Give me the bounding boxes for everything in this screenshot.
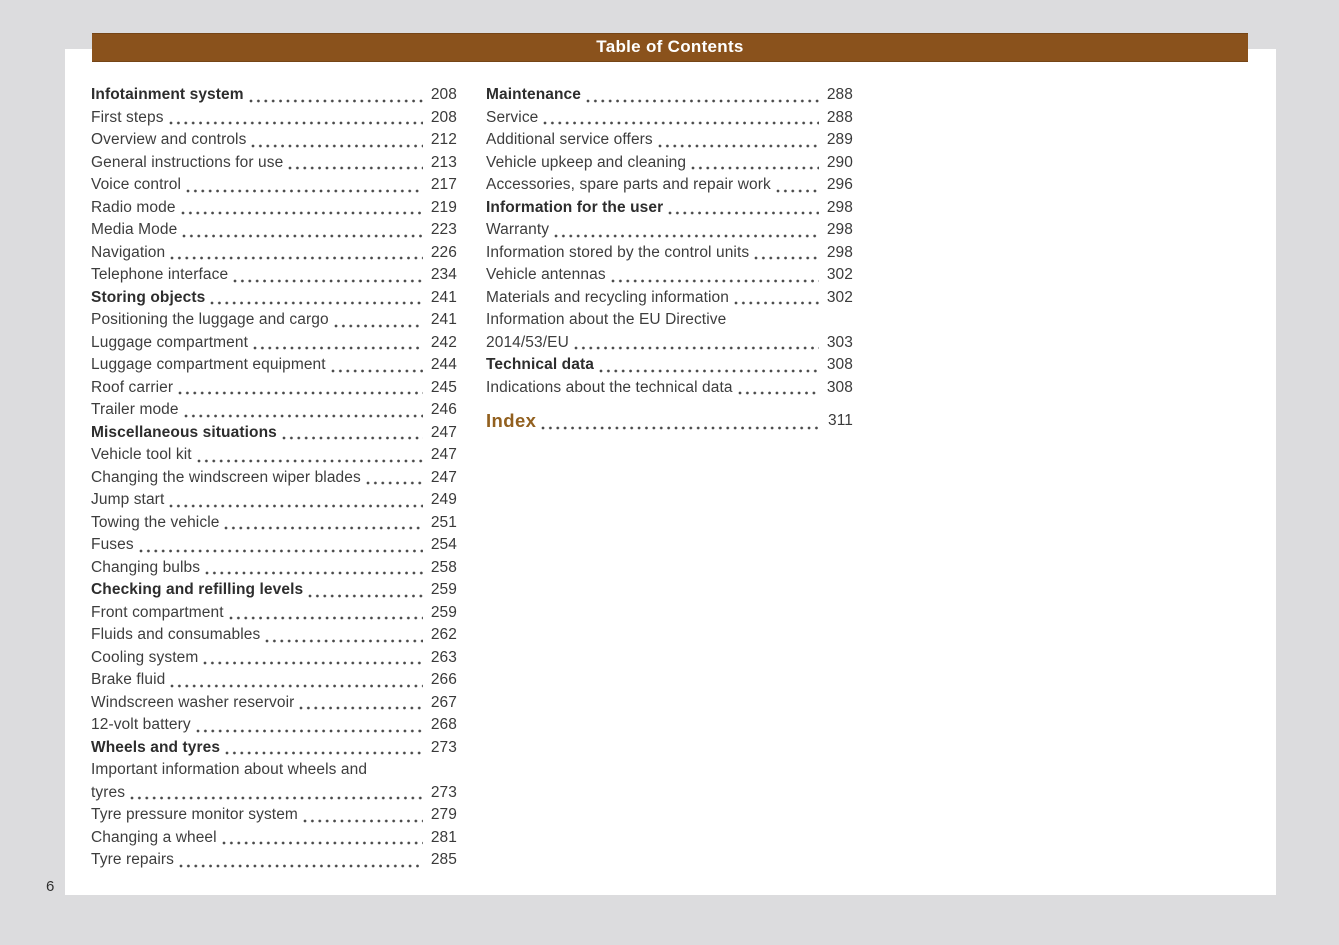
toc-entry-label: Jump start	[91, 491, 165, 508]
dot-leader	[303, 579, 431, 602]
dot-leader	[217, 827, 431, 850]
toc-entry[interactable]	[486, 197, 853, 220]
toc-entry-row	[91, 197, 457, 220]
dot-leader	[771, 174, 827, 197]
toc-entry-row	[91, 512, 457, 535]
toc-entry-page: 247	[430, 446, 457, 463]
toc-entry-page: 279	[430, 806, 457, 823]
dot-leader	[176, 197, 431, 220]
toc-entry-label: Changing the windscreen wiper blades	[91, 468, 361, 486]
toc-entry[interactable]	[91, 332, 457, 355]
dot-leader	[174, 849, 431, 872]
toc-entry-page: 247	[430, 468, 457, 486]
toc-entry-label: Indications about the technical data	[486, 378, 733, 396]
toc-entry-row	[91, 309, 457, 332]
toc-entry-row	[91, 737, 457, 760]
toc-entry-label: Wheels and tyres	[91, 738, 221, 756]
toc-entry-row	[91, 647, 457, 670]
toc-entry-row	[486, 264, 853, 287]
toc-entry[interactable]	[91, 219, 457, 242]
toc-entry[interactable]	[91, 624, 457, 647]
toc-entry[interactable]	[91, 84, 457, 107]
toc-entry-page: 212	[430, 131, 457, 148]
toc-entry-page: 303	[826, 333, 853, 351]
dot-leader	[277, 422, 431, 445]
toc-entry-row	[486, 242, 853, 265]
toc-entry-label: Windscreen washer reservoir	[91, 693, 295, 711]
toc-entry[interactable]	[91, 354, 457, 377]
dot-leader	[569, 332, 827, 355]
toc-entry-label: Brake fluid	[91, 671, 166, 688]
toc-entry-row	[91, 152, 457, 175]
toc-entry-label: tyres	[91, 783, 126, 801]
toc-entry-page: 249	[430, 491, 457, 508]
toc-entry[interactable]	[91, 647, 457, 670]
dot-leader	[179, 399, 431, 422]
toc-entry-label: Front compartment	[91, 603, 224, 621]
toc-entry-page: 234	[430, 266, 457, 283]
toc-entry-row	[486, 287, 853, 310]
toc-entry-page: 285	[430, 851, 457, 868]
dot-leader	[220, 737, 431, 760]
toc-entry-page: 273	[430, 738, 457, 756]
toc-entry[interactable]	[486, 107, 853, 130]
toc-entry-label: Cooling system	[91, 648, 199, 666]
document-page	[65, 49, 1276, 895]
toc-entry[interactable]	[91, 534, 457, 557]
toc-entry-label: Technical data	[486, 356, 594, 373]
toc-entry-label: Telephone interface	[91, 266, 229, 283]
toc-entry-row	[91, 602, 457, 625]
toc-entry[interactable]	[486, 174, 853, 197]
toc-entry[interactable]	[91, 827, 457, 850]
toc-entry-label: Tyre repairs	[91, 851, 175, 868]
toc-entry-label: Trailer mode	[91, 401, 179, 418]
toc-entry-row	[486, 152, 853, 175]
toc-entry[interactable]	[91, 422, 457, 445]
toc-entry-page: 245	[430, 378, 457, 396]
toc-entry[interactable]	[91, 399, 457, 422]
dot-leader	[198, 647, 430, 670]
page-number: 6	[46, 878, 55, 895]
toc-entry-row	[91, 782, 457, 805]
toc-entry-row	[91, 714, 457, 737]
dot-leader	[361, 467, 431, 490]
dot-leader	[686, 152, 827, 175]
dot-leader	[165, 669, 430, 692]
toc-entry-row	[91, 489, 457, 512]
toc-entry-row	[486, 354, 853, 377]
toc-entry-row	[91, 332, 457, 355]
dot-leader	[224, 602, 431, 625]
toc-entry-label: Overview and controls	[91, 131, 247, 148]
toc-entry-row	[91, 84, 457, 107]
toc-entry-label: Index	[486, 410, 537, 431]
toc-entry-page: 241	[430, 311, 457, 328]
toc-entry-row	[91, 377, 457, 400]
dot-leader	[134, 534, 431, 557]
toc-entry[interactable]	[91, 579, 457, 602]
toc-entry-label: Materials and recycling information	[486, 288, 729, 306]
toc-entry-label: Towing the vehicle	[91, 513, 220, 531]
toc-entry-page: 259	[430, 581, 457, 598]
dot-leader	[329, 309, 431, 332]
toc-entry-page: 223	[430, 221, 457, 238]
dot-leader	[192, 444, 431, 467]
toc-entry-row	[91, 849, 457, 872]
dot-leader	[581, 84, 827, 107]
toc-entry-row	[486, 377, 853, 400]
toc-entry-label: Vehicle antennas	[486, 266, 606, 283]
toc-entry[interactable]	[486, 377, 853, 400]
toc-entry-label: Storing objects	[91, 288, 206, 306]
toc-entry-page: 289	[826, 131, 853, 148]
toc-entry[interactable]	[91, 444, 457, 467]
toc-entry[interactable]	[91, 174, 457, 197]
toc-column-left	[91, 84, 457, 872]
toc-entry[interactable]	[486, 287, 853, 310]
toc-entry-row	[91, 422, 457, 445]
toc-entry-row	[486, 129, 853, 152]
toc-entry-row	[91, 534, 457, 557]
toc-entry-label: Service	[486, 108, 539, 126]
toc-title: Table of Contents	[596, 37, 744, 56]
toc-entry-page: 266	[430, 671, 457, 688]
toc-entry-page: 219	[430, 198, 457, 216]
toc-entry[interactable]	[486, 129, 853, 152]
toc-entry[interactable]	[486, 309, 853, 354]
toc-entry[interactable]	[91, 467, 457, 490]
toc-entry-row	[91, 264, 457, 287]
toc-header-bar	[92, 33, 1248, 62]
toc-entry-row	[91, 129, 457, 152]
toc-entry[interactable]	[91, 264, 457, 287]
toc-entry-row	[91, 624, 457, 647]
dot-leader	[260, 624, 430, 647]
toc-entry-label: Infotainment system	[91, 86, 244, 103]
dot-leader	[283, 152, 430, 175]
toc-entry-label: 2014/53/EU	[486, 333, 569, 351]
dot-leader	[606, 264, 827, 287]
toc-entry-index[interactable]	[486, 408, 853, 434]
toc-entry-page: 288	[826, 108, 853, 126]
toc-entry-page: 241	[430, 288, 457, 306]
toc-entry-label: Luggage compartment equipment	[91, 356, 326, 373]
dot-leader	[191, 714, 431, 737]
toc-entry-page: 226	[430, 243, 457, 261]
toc-entry-wrap-line: Important information about wheels and	[91, 761, 368, 778]
toc-entry-page: 298	[826, 221, 853, 238]
toc-entry-label: First steps	[91, 108, 164, 126]
toc-entry[interactable]	[486, 84, 853, 107]
toc-entry-row	[91, 174, 457, 197]
toc-entry[interactable]	[91, 107, 457, 130]
toc-entry-label: Vehicle upkeep and cleaning	[486, 153, 687, 171]
toc-entry[interactable]	[91, 512, 457, 535]
toc-entry-row	[486, 408, 853, 434]
toc-entry-label: Changing bulbs	[91, 558, 201, 576]
dot-leader	[177, 219, 431, 242]
toc-entry-page: 208	[430, 86, 457, 103]
toc-entry-row	[486, 107, 853, 130]
toc-entry-row	[91, 557, 457, 580]
toc-entry-page: 288	[826, 86, 853, 103]
toc-entry-row	[486, 197, 853, 220]
toc-entry-page: 302	[826, 266, 853, 283]
dot-leader	[538, 107, 826, 130]
toc-entry-page: 208	[430, 108, 457, 126]
toc-entry[interactable]	[486, 264, 853, 287]
toc-entry-page: 311	[827, 412, 853, 429]
dot-leader	[173, 377, 431, 400]
toc-entry-row	[91, 242, 457, 265]
toc-entry-page: 244	[430, 356, 457, 373]
toc-entry-page: 298	[826, 198, 853, 216]
toc-entry[interactable]	[486, 152, 853, 175]
toc-entry-page: 254	[430, 536, 457, 553]
toc-entry-row	[91, 444, 457, 467]
dot-leader	[653, 129, 827, 152]
toc-entry-page: 296	[826, 176, 853, 193]
toc-entry-page: 290	[826, 153, 853, 171]
toc-entry-row	[91, 467, 457, 490]
toc-entry-row	[91, 354, 457, 377]
toc-entry-label: Positioning the luggage and cargo	[91, 311, 329, 328]
toc-entry[interactable]	[91, 557, 457, 580]
toc-entry-page: 273	[430, 783, 457, 801]
toc-entry-page: 298	[826, 243, 853, 261]
toc-column-right	[486, 84, 853, 872]
toc-entry-label: Changing a wheel	[91, 828, 217, 846]
toc-entry-row	[91, 219, 457, 242]
toc-entry-page: 302	[826, 288, 853, 306]
toc-entry-page: 268	[430, 716, 457, 733]
toc-entry-page: 263	[430, 648, 457, 666]
toc-entry-label: Voice control	[91, 176, 182, 193]
toc-entry-page: 281	[430, 828, 457, 846]
toc-entry-row	[91, 579, 457, 602]
toc-entry-row	[91, 827, 457, 850]
toc-entry-label: Maintenance	[486, 86, 581, 103]
dot-leader	[749, 242, 827, 265]
toc-entry-page: 259	[430, 603, 457, 621]
toc-entry[interactable]	[486, 219, 853, 242]
toc-entry-row	[486, 174, 853, 197]
toc-entry-page: 258	[430, 558, 457, 576]
toc-entry-page: 308	[826, 356, 853, 373]
toc-body	[91, 84, 853, 872]
dot-leader	[729, 287, 827, 310]
toc-entry[interactable]	[91, 759, 457, 804]
dot-leader	[326, 354, 431, 377]
toc-entry[interactable]	[91, 849, 457, 872]
dot-leader	[663, 197, 827, 220]
toc-entry-row	[91, 692, 457, 715]
toc-entry-page: 247	[430, 423, 457, 441]
toc-entry-label: Checking and refilling levels	[91, 581, 304, 598]
toc-entry-row	[486, 84, 853, 107]
dot-leader	[594, 354, 827, 377]
toc-entry[interactable]	[91, 737, 457, 760]
toc-entry-page: 251	[430, 513, 457, 531]
toc-entry[interactable]	[486, 354, 853, 377]
dot-leader	[733, 377, 827, 400]
dot-leader	[205, 287, 431, 310]
toc-entry-label: Radio mode	[91, 198, 176, 216]
toc-entry-page: 213	[430, 153, 457, 171]
toc-entry-row	[91, 287, 457, 310]
toc-entry[interactable]	[91, 692, 457, 715]
toc-entry-row	[486, 219, 853, 242]
dot-leader	[246, 129, 430, 152]
dot-leader	[248, 332, 431, 355]
toc-entry-label: Tyre pressure monitor system	[91, 806, 298, 823]
toc-entry-label: Roof carrier	[91, 378, 174, 396]
dot-leader	[164, 107, 431, 130]
toc-entry[interactable]	[91, 129, 457, 152]
toc-entry-page: 242	[430, 333, 457, 351]
toc-entry-label: 12-volt battery	[91, 716, 191, 733]
toc-entry-label: Information for the user	[486, 198, 664, 216]
dot-leader	[294, 692, 430, 715]
toc-entry[interactable]	[91, 309, 457, 332]
dot-leader	[181, 174, 431, 197]
toc-entry[interactable]	[91, 602, 457, 625]
toc-entry[interactable]	[91, 804, 457, 827]
dot-leader	[298, 804, 431, 827]
toc-entry-row	[91, 804, 457, 827]
toc-entry[interactable]	[91, 242, 457, 265]
toc-entry[interactable]	[486, 242, 853, 265]
toc-entry-label: Additional service offers	[486, 131, 653, 148]
dot-leader	[228, 264, 431, 287]
dot-leader	[165, 242, 431, 265]
dot-leader	[244, 84, 431, 107]
toc-entry-page: 246	[430, 401, 457, 418]
dot-leader	[219, 512, 430, 535]
toc-entry-page: 262	[430, 626, 457, 643]
toc-entry-row	[91, 399, 457, 422]
toc-entry[interactable]	[91, 152, 457, 175]
toc-entry[interactable]	[91, 714, 457, 737]
toc-entry-label: Warranty	[486, 221, 550, 238]
toc-entry-label: Media Mode	[91, 221, 178, 238]
dot-leader	[549, 219, 827, 242]
toc-entry-label: Vehicle tool kit	[91, 446, 192, 463]
toc-entry-label: Miscellaneous situations	[91, 423, 277, 441]
toc-entry-label: Fuses	[91, 536, 134, 553]
toc-entry-page: 217	[430, 176, 457, 193]
toc-entry-label: Luggage compartment	[91, 333, 248, 351]
dot-leader	[125, 782, 431, 805]
toc-entry-label: Navigation	[91, 243, 166, 261]
toc-entry-label: Accessories, spare parts and repair work	[486, 176, 771, 193]
toc-entry-label: General instructions for use	[91, 153, 284, 171]
toc-entry-page: 308	[826, 378, 853, 396]
toc-entry-label: Fluids and consumables	[91, 626, 261, 643]
toc-entry[interactable]	[91, 197, 457, 220]
toc-entry-page: 267	[430, 693, 457, 711]
toc-entry[interactable]	[91, 669, 457, 692]
toc-entry-row	[91, 107, 457, 130]
toc-entry-label: Information stored by the control units	[486, 243, 750, 261]
toc-entry-row	[486, 332, 853, 355]
toc-entry[interactable]	[91, 287, 457, 310]
toc-entry-wrap-line: Information about the EU Directive	[486, 311, 727, 328]
dot-leader	[536, 408, 828, 434]
toc-entry[interactable]	[91, 377, 457, 400]
dot-leader	[164, 489, 430, 512]
toc-entry-row	[91, 669, 457, 692]
toc-entry[interactable]	[91, 489, 457, 512]
dot-leader	[200, 557, 431, 580]
